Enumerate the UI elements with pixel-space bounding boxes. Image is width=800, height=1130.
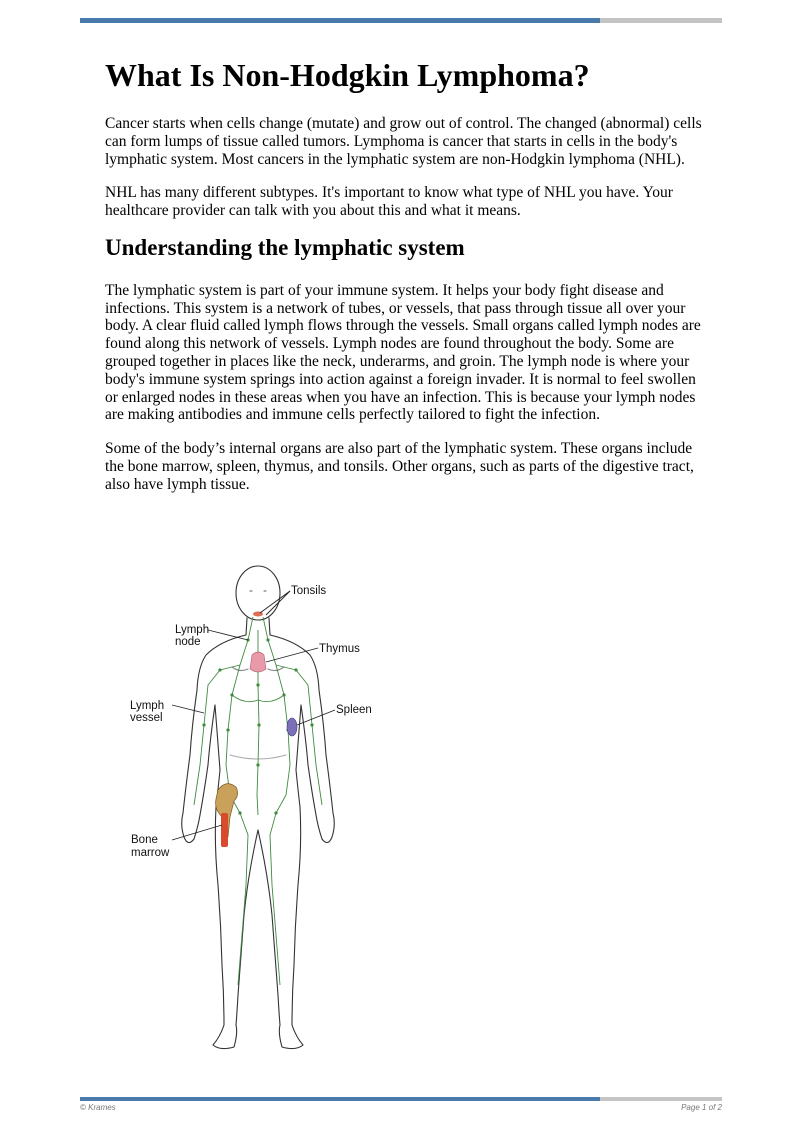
bottom-rule-accent [80, 1097, 600, 1101]
label-bone-marrow: marrow [131, 847, 170, 859]
page-footer [80, 1103, 722, 1115]
label-thymus: Thymus [319, 643, 360, 655]
intro-paragraph: Cancer starts when cells change (mutate) and grow out of control. The changed (abnormal) cells can form lumps of tissue called tumors. Lymphoma is cancer that starts in cells in the body's lymphatic system. Most cancers in the lymphatic system are non-Hodgkin lymphoma (NHL). [105, 115, 702, 168]
section-paragraph: The lymphatic system is part of your immune system. It helps your body fight disease and infections. This system is a network of tubes, or vessels, that pass through tissue all over your body. A clear fluid called lymph flows through the vessels. Small organs called lymph nodes are found along this network of vessels. Lymph nodes are found throughout the body. Some are grouped together in places like the neck, underarms, and groin. The lymph node is where your body's immune system springs into action against a foreign invader. It is normal to feel swollen or enlarged nodes in these areas when you have an infection. This is because your lymph nodes are making antibodies and immune cells perfectly tailored to fight the infection. [105, 281, 701, 424]
spleen-shape [287, 718, 297, 736]
top-rule-gray [600, 18, 722, 23]
page-title: What Is Non-Hodgkin Lymphoma? [105, 57, 590, 93]
bottom-rule-gray [600, 1097, 722, 1101]
bone-marrow-shape [221, 813, 228, 847]
thymus-shape [250, 652, 266, 672]
label-lymph-vessel: vessel [130, 712, 163, 724]
bottom-rule [80, 1097, 722, 1101]
intro-paragraph: NHL has many different subtypes. It's important to know what type of NHL you have. Your healthcare provider can talk with you about this and what it means. [105, 184, 673, 220]
article-content [105, 55, 705, 510]
lymphatic-system-illustration [120, 555, 380, 1065]
section-heading: Understanding the lymphatic system [105, 234, 465, 260]
top-rule [80, 18, 722, 23]
label-spleen: Spleen [336, 704, 372, 716]
page-number: Page 1 of 2 [681, 1103, 722, 1112]
body-diagram [120, 555, 380, 1065]
top-rule-accent [80, 18, 600, 23]
label-lymph-vessel: Lymph [130, 700, 165, 712]
section-paragraph: Some of the body’s internal organs are also part of the lymphatic system. These organs include the bone marrow, spleen, thymus, and tonsils. Other organs, such as parts of the digestive tract, also have lymph tissue. [105, 440, 694, 493]
label-lymph-node: node [175, 636, 201, 648]
label-lymph-node: Lymph [175, 624, 210, 636]
label-bone-marrow: Bone [131, 834, 158, 846]
label-tonsils: Tonsils [291, 585, 327, 597]
copyright-text: © Krames [80, 1103, 116, 1112]
